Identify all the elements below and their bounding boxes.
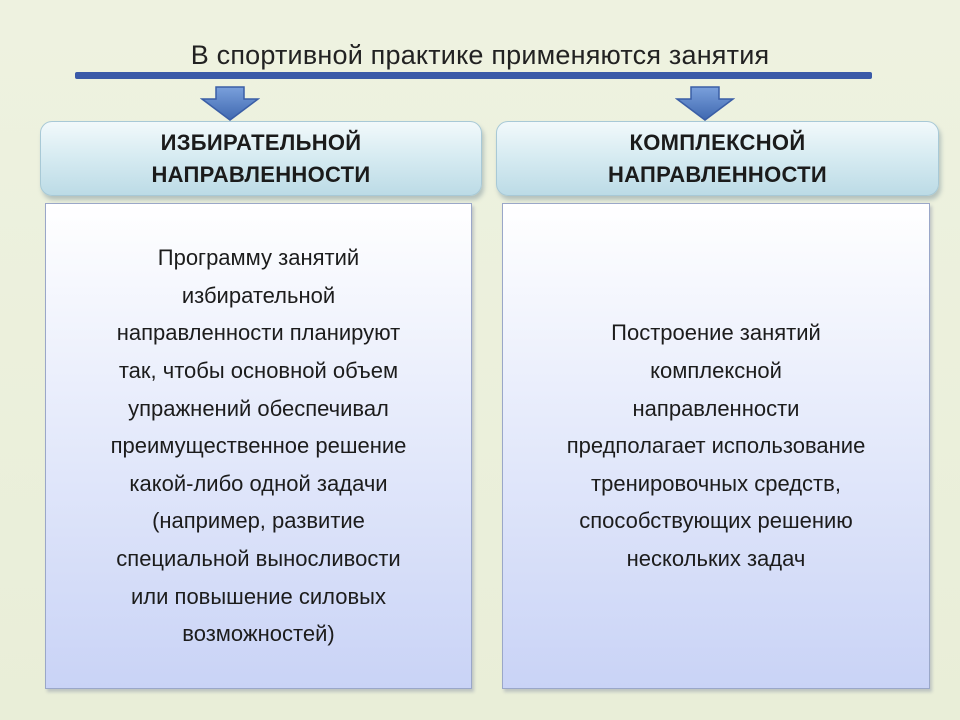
down-arrow-icon — [675, 86, 735, 122]
header-selective-orientation — [40, 121, 482, 196]
panel-selective-description — [45, 203, 472, 689]
header-complex-orientation — [496, 121, 939, 196]
panel-complex-description — [502, 203, 930, 689]
title-underline — [75, 72, 872, 79]
panel-text: Программу занятий избирательной направленности планируют так, чтобы основной объем упражнений обеспечивал преимущественное решение какой-либо одной задачи (например, развитие специальной выносливости или повышение силовых возможностей) — [110, 245, 407, 647]
header-label: КОМПЛЕКСНОЙ НАПРАВЛЕННОСТИ — [607, 129, 828, 187]
panel-text: Построение занятий комплексной направленности предполагает использование тренировочных средств, способствующих решению нескольких задач — [566, 320, 866, 571]
down-arrow-icon — [200, 86, 260, 122]
header-label: ИЗБИРАТЕЛЬНОЙ НАПРАВЛЕННОСТИ — [151, 129, 371, 187]
slide-title: В спортивной практике применяются занятия — [190, 40, 770, 70]
